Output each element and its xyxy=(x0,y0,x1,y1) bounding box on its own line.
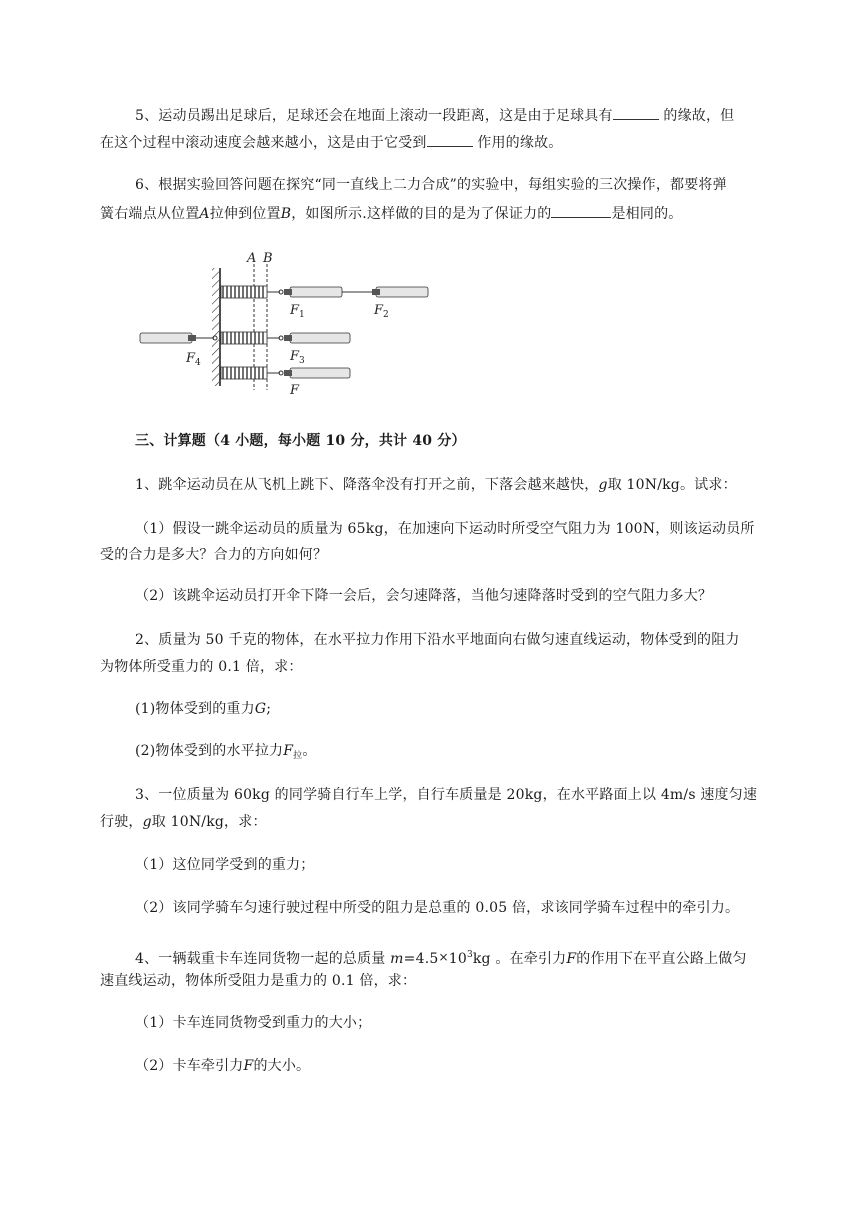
p2-sub2-text: (2)物体受到的水平拉力 xyxy=(135,743,284,759)
exponent: 3 xyxy=(466,950,473,960)
p2-sub1-end: ; xyxy=(266,701,272,717)
q6-line1: 6、根据实验回答问题在探究“同一直线上二力合成”的实验中，每组实验的三次操作，都要将弹 xyxy=(135,177,727,193)
q6-line2 xyxy=(100,203,682,224)
p2-stem-line2: 为物体所受重力的 0.1 倍，求： xyxy=(100,659,303,675)
p3-stem-line1: 3、一位质量为 60kg 的同学骑自行车上学，自行车质量是 20kg，在水平路面上以 4m/s 速度匀速 xyxy=(135,787,758,803)
p3-sub1: （1）这位同学受到的重力； xyxy=(135,857,315,873)
p3-stem-line2 xyxy=(100,812,267,832)
spring-row-1 xyxy=(221,286,428,320)
q6-text-b: 拉伸到位置 xyxy=(209,206,281,222)
p4-sub2-end: 的大小。 xyxy=(253,1058,311,1074)
p3-sub2: （2）该同学骑车匀速行驶过程中所受的阻力是总重的 0.05 倍，求该同学骑车过程中的牵引力。 xyxy=(135,900,740,916)
p4-sub1: （1）卡车连同货物受到重力的大小； xyxy=(135,1015,372,1031)
p4-text-e: 的作用下在平直公路上做匀 xyxy=(576,951,747,967)
p3-text-a: 行驶， xyxy=(100,814,143,830)
p4-sub2-text: （2）卡车牵引力 xyxy=(135,1058,244,1074)
p1-sub1-line2: 受的合力是多大？合力的方向如何？ xyxy=(100,547,328,563)
p2-sub2 xyxy=(135,741,317,766)
label-f: F xyxy=(290,383,300,398)
p2-stem-line1: 2、质量为 50 千克的物体，在水平拉力作用下沿水平地面向右做匀速直线运动，物体受到的阻力 xyxy=(135,632,740,648)
spring-experiment-figure xyxy=(130,250,450,400)
q5-text-d: 作用的缘故。 xyxy=(477,135,563,151)
label-b: B xyxy=(263,251,273,266)
label-f2: $F_2$ xyxy=(374,303,389,320)
q5-line1 xyxy=(135,105,734,126)
p2-sub1-text: (1)物体受到的重力 xyxy=(135,701,255,717)
p1-text-a: 1、跳伞运动员在从飞机上跳下、降落伞没有打开之前，下落会越来越快， xyxy=(135,477,599,493)
p1-text-b: 取 10N/kg。试求： xyxy=(607,477,737,493)
q5-line2 xyxy=(100,132,562,153)
answer-blank[interactable] xyxy=(427,132,473,147)
p1-sub2: （2）该跳伞运动员打开伞下降一会后，会匀速降落，当他匀速降落时受到的空气阻力多大？ xyxy=(135,588,713,604)
var-f-subscript: 拉 xyxy=(293,751,303,761)
var-f: F xyxy=(283,743,294,759)
wall xyxy=(212,268,219,386)
p4-text-b: =4.5 xyxy=(403,951,439,967)
label-a: A xyxy=(247,251,257,266)
p4-stem-line2: 速直线运动，物体所受阻力是重力的 0.1 倍，求： xyxy=(100,973,417,989)
q5-text-a: 5、运动员踢出足球后，足球还会在地面上滚动一段距离，这是由于足球具有 xyxy=(135,108,613,124)
p4-text-c: 10 xyxy=(448,951,467,967)
p3-text-b: 取 10N/kg，求： xyxy=(151,814,267,830)
p4-stem-line1 xyxy=(135,945,747,969)
p1-stem xyxy=(135,475,737,495)
label-f4: $F_4$ xyxy=(186,351,201,368)
position-b: B xyxy=(280,206,292,222)
var-f: F xyxy=(566,951,577,967)
position-a: A xyxy=(199,206,210,222)
label-f3: $F_3$ xyxy=(290,349,305,366)
q5-text-c: 在这个过程中滚动速度会越来越小，这是由于它受到 xyxy=(100,135,427,151)
p4-text-d: kg 。在牵引力 xyxy=(472,951,567,967)
times-sign: × xyxy=(438,950,449,964)
var-g: g xyxy=(598,477,608,493)
answer-blank[interactable] xyxy=(551,203,611,218)
var-f: F xyxy=(243,1058,254,1074)
q6-text-d: 是相同的。 xyxy=(611,206,683,222)
q6-text-c: ，如图所示.这样做的目的是为了保证力的 xyxy=(291,206,552,222)
p4-text-a: 4、一辆载重卡车连同货物一起的总质量 xyxy=(135,951,391,967)
p2-sub2-end: 。 xyxy=(302,743,317,759)
answer-blank[interactable] xyxy=(613,105,659,120)
var-m: m xyxy=(390,951,404,967)
spring-row-3 xyxy=(221,367,350,398)
var-g-weight: G xyxy=(254,701,267,717)
section-heading: 三、计算题（4 小题，每小题 10 分，共计 40 分） xyxy=(135,433,466,449)
p4-sub2 xyxy=(135,1056,310,1076)
p2-sub1 xyxy=(135,699,271,719)
label-f1: $F_1$ xyxy=(290,303,305,320)
var-g: g xyxy=(142,814,152,830)
p1-sub1-line1: （1）假设一跳伞运动员的质量为 65kg，在加速向下运动时所受空气阻力为 100N，则该运动员所 xyxy=(135,521,755,537)
q5-text-b: 的缘故，但 xyxy=(663,108,735,124)
spring-row-2 xyxy=(140,332,350,368)
q6-text-a: 簧右端点从位置 xyxy=(100,206,200,222)
